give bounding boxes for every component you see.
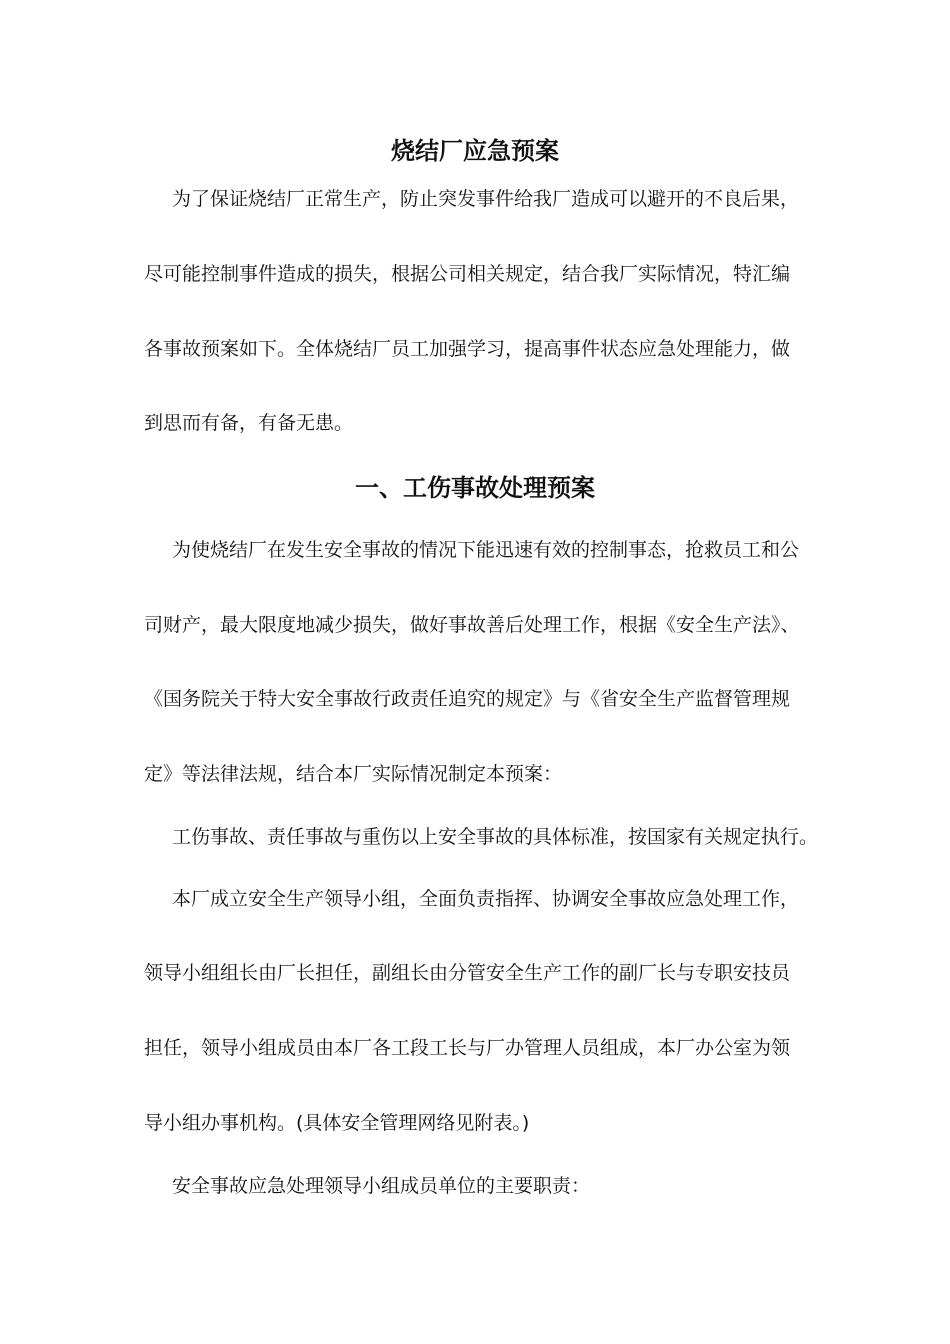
intro-line-2: 尽可能控制事件造成的损失，根据公司相关规定，结合我厂实际情况，特汇编 — [144, 263, 791, 285]
section-heading: 一、工伤事故处理预案 — [355, 474, 595, 502]
para3-line-2: 领导小组组长由厂长担任，副组长由分管安全生产工作的副厂长与专职安技员 — [144, 962, 791, 984]
para3-line-1: 本厂成立安全生产领导小组，全面负责指挥、协调安全事故应急处理工作， — [172, 888, 800, 910]
para2-line: 工伤事故、责任事故与重伤以上安全事故的具体标准，按国家有关规定执行。 — [172, 826, 819, 848]
para3-line-4: 导小组办事机构。(具体安全管理网络见附表。) — [144, 1112, 530, 1134]
intro-line-1: 为了保证烧结厂正常生产，防止突发事件给我厂造成可以避开的不良后果， — [172, 188, 800, 210]
para1-line-3: 《国务院关于特大安全事故行政责任追究的规定》与《省安全生产监督管理规 — [144, 688, 791, 710]
para1-line-4: 定》等法律法规，结合本厂实际情况制定本预案： — [144, 763, 563, 785]
intro-line-4: 到思而有备，有备无患。 — [144, 412, 354, 434]
para1-line-1: 为使烧结厂在发生安全事故的情况下能迅速有效的控制事态，抢救员工和公 — [172, 539, 800, 561]
para1-line-2: 司财产，最大限度地减少损失，做好事故善后处理工作，根据《安全生产法》、 — [144, 614, 800, 636]
para4-line: 安全事故应急处理领导小组成员单位的主要职责： — [172, 1175, 591, 1197]
para3-line-3: 担任，领导小组成员由本厂各工段工长与厂办管理人员组成，本厂办公室为领 — [144, 1037, 791, 1059]
document-title: 烧结厂应急预案 — [391, 137, 559, 165]
intro-line-3: 各事故预案如下。全体烧结厂员工加强学习，提高事件状态应急处理能力，做 — [144, 338, 791, 360]
